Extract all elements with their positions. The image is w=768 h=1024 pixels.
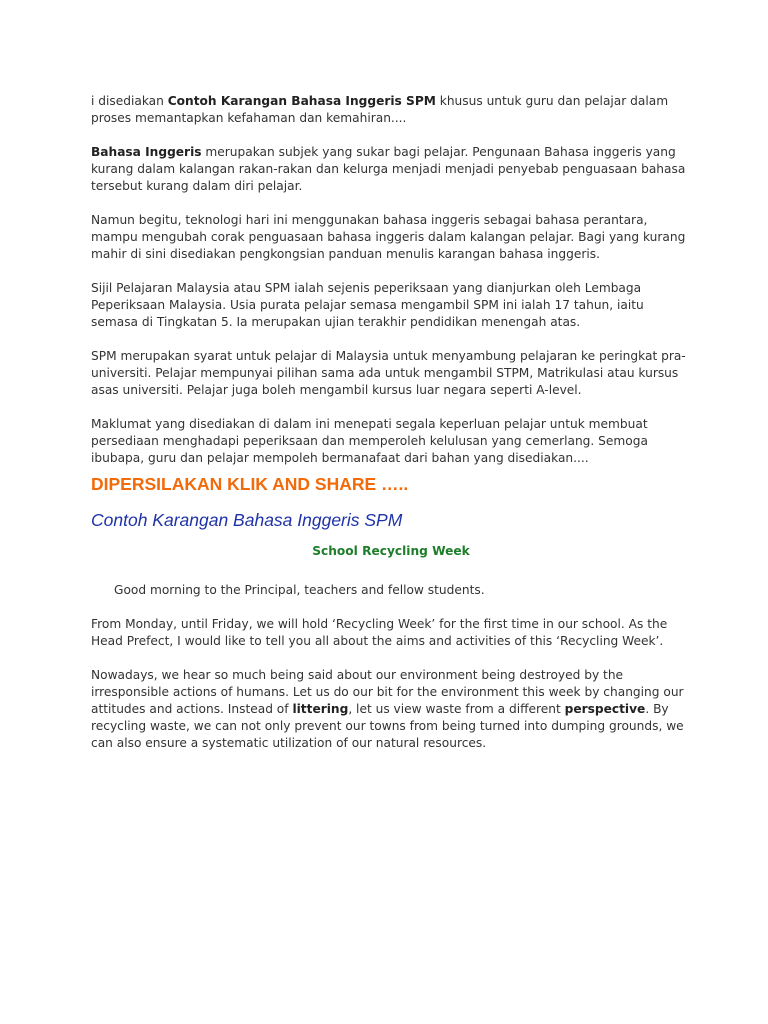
intro-paragraph-3: Namun begitu, teknologi hari ini menggunakan bahasa inggeris sebagai bahasa perantara, mampu mengubah corak penguasaan bahasa inggeris dalam kalangan pelajar. Bagi yang kurang mahir di sini disediakan pengkongsian panduan menulis karangan bahasa inggeris. [91, 213, 686, 261]
intro-text: khusus untuk guru dan pelajar dalam proses memantapkan kefahaman dan kemahiran.... [91, 94, 669, 125]
essay-text: , let us view waste from a different [348, 702, 565, 716]
bold-word: perspective [564, 702, 646, 716]
bold-word: littering [292, 702, 349, 716]
intro-text: merupakan subjek yang sukar bagi pelajar. Pengunaan Bahasa inggeris yang kurang dalam kalangan rakan-rakan dan kelurga menjadi menjadi penyebab penguasaan bahasa tersebut kurang dalam diri pelajar. [91, 145, 686, 193]
bold-phrase: Bahasa Inggeris [91, 145, 202, 159]
essay-text: . By recycling waste, we can not only prevent our towns from being turned into dumping grounds, we can also ensure a systematic utilization of our natural resources. [91, 702, 684, 750]
intro-paragraph-1 [91, 93, 691, 127]
article-body [91, 93, 691, 752]
bold-phrase: Contoh Karangan Bahasa Inggeris SPM [167, 94, 436, 108]
essay-paragraph-2 [91, 667, 691, 752]
intro-paragraph-4: Sijil Pelajaran Malaysia atau SPM ialah sejenis peperiksaan yang dianjurkan oleh Lembaga Peperiksaan Malaysia. Usia purata pelajar semasa mengambil SPM ini ialah 17 tahun, iaitu semasa di Tingkatan 5. Ia merupakan ujian terakhir pendidikan menengah atas. [91, 281, 644, 329]
essay-text: Nowadays, we hear so much being said about our environment being destroyed by the irresponsible actions of humans. Let us do our bit for the environment this week by changing our attitudes and actions. Instead of [91, 668, 684, 716]
section-subtitle: Contoh Karangan Bahasa Inggeris SPM [91, 510, 403, 530]
intro-paragraph-5: SPM merupakan syarat untuk pelajar di Malaysia untuk menyambung pelajaran ke peringkat pra-universiti. Pelajar mempunyai pilihan sama ada untuk mengambil STPM, Matrikulasi atau kursus asas universiti. Pelajar juga boleh mengambil kursus luar negara seperti A-level. [91, 349, 686, 397]
essay-title: School Recycling Week [312, 544, 470, 558]
intro-paragraph-6: Maklumat yang disediakan di dalam ini menepati segala keperluan pelajar untuk membuat persediaan menghadapi peperiksaan dan memperoleh kelulusan yang cemerlang. Semoga ibubapa, guru dan pelajar mempoleh bermanafaat dari bahan yang disediakan.... [91, 417, 648, 465]
essay-greeting: Good morning to the Principal, teachers and fellow students. [114, 583, 485, 597]
essay-paragraph-1: From Monday, until Friday, we will hold ‘Recycling Week’ for the first time in our school. As the Head Prefect, I would like to tell you all about the aims and activities of this ‘Recycling Week’. [91, 617, 668, 648]
intro-paragraph-2 [91, 144, 691, 195]
intro-text: i disediakan [91, 94, 168, 108]
share-call-to-action: DIPERSILAKAN KLIK AND SHARE ….. [91, 474, 409, 494]
